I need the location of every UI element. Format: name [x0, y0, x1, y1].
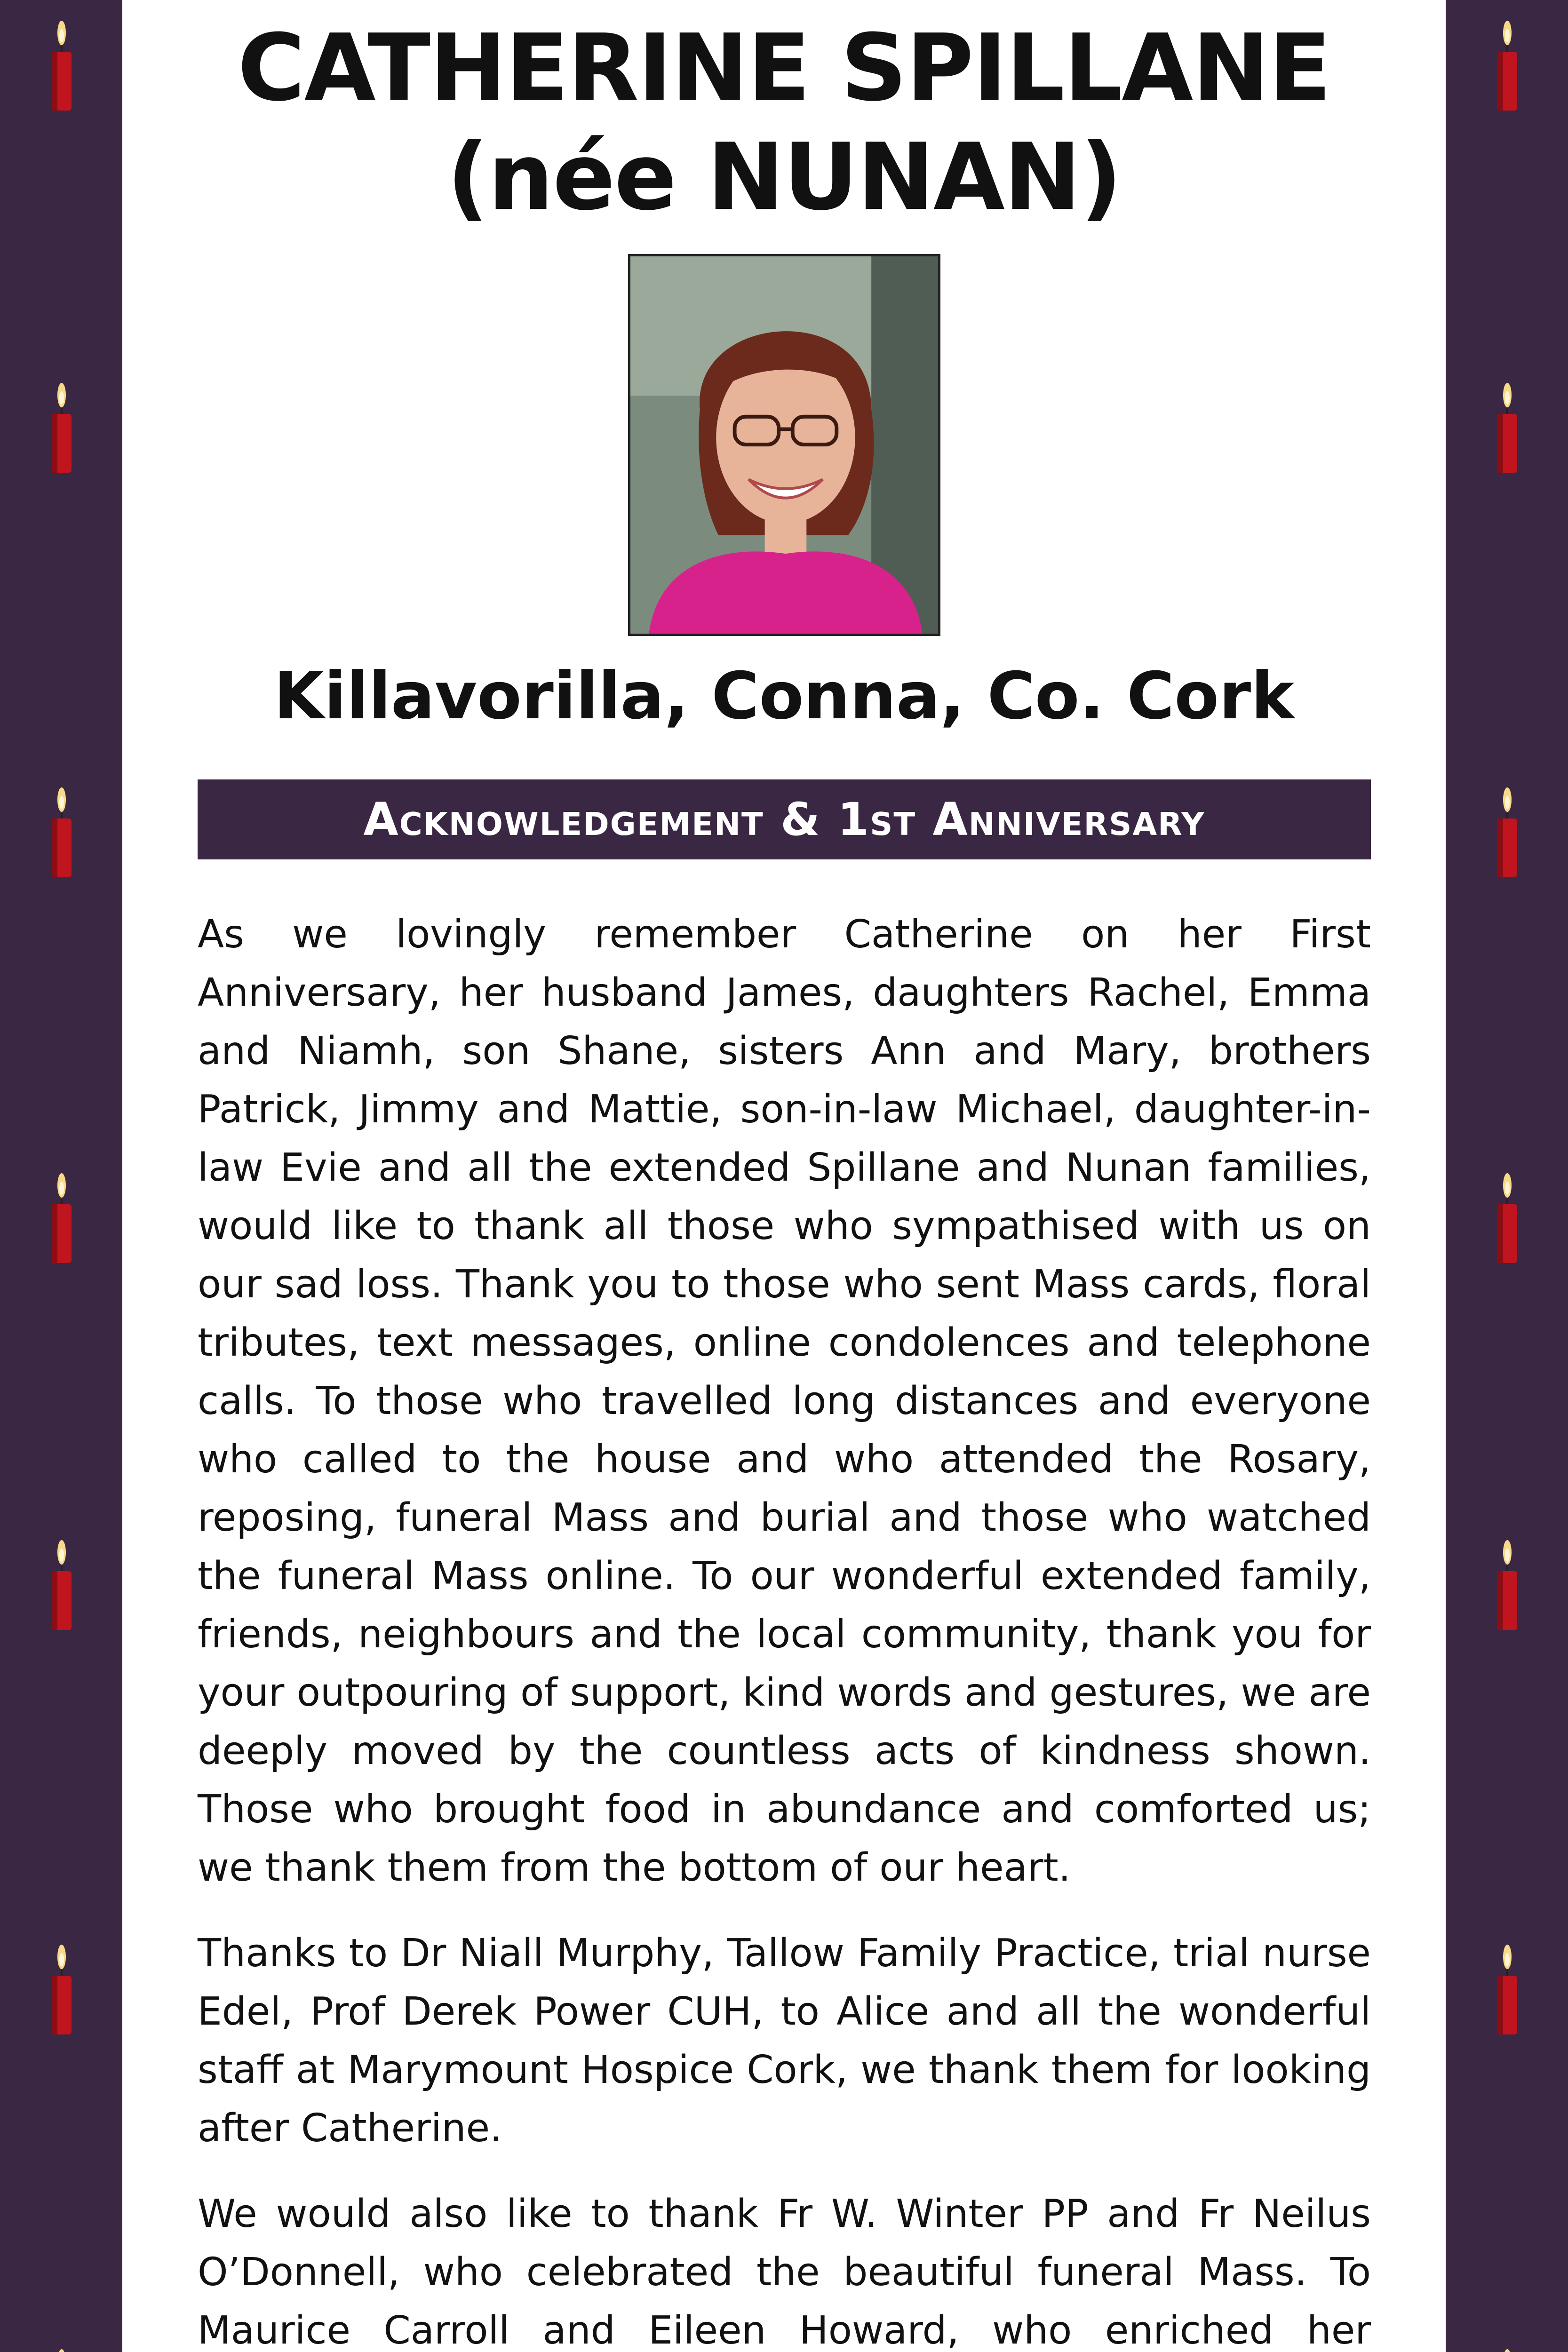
paragraph: Thanks to Dr Niall Murphy, Tallow Family Practice, trial nurse Edel, Prof Derek Power CUH, to Alice and all the wonderful staff at Marymount Hospice Cork, we thank them for looking after Catherine.: [198, 1931, 1371, 2151]
portrait-photo: [628, 254, 940, 636]
candle-icon: [1491, 381, 1524, 475]
candle-icon: [1491, 2347, 1524, 2352]
candle-icon: [1491, 1538, 1524, 1632]
candle-icon: [45, 2347, 78, 2352]
right-border: [1446, 0, 1568, 2352]
candle-icon: [1491, 1171, 1524, 1265]
candle-icon: [45, 1171, 78, 1265]
maiden-name: (née NUNAN): [446, 124, 1122, 231]
candle-icon: [1491, 1943, 1524, 2037]
candle-icon: [1491, 786, 1524, 880]
notice-banner: Acknowledgement & 1st Anniversary: [198, 779, 1371, 859]
paragraph: As we lovingly remember Catherine on her First Anniversary, her husband James, daughters Rachel, Emma and Niamh, son Shane, sisters Ann and Mary, brothers Patrick, Jimmy and Mattie, son-in-law Michael, daughter-in-law Evie and all the extended Spillane and Nunan families, would like to thank all those who sympathised with us on our sad loss. Thank you to those who sent Mass cards, floral tributes, text messages, online condolences and telephone calls. To those who travelled long distances and everyone who called to the house and who attended the Rosary, reposing, funeral Mass and burial and those who watched the funeral Mass online. To our wonderful extended family, friends, neighbours and the local community, thank you for your outpouring of support, kind words and gestures, we are deeply moved by the countless acts of kindness shown. Those who brought food in abundance and comforted us; we thank them from the bottom of our heart.: [198, 912, 1371, 1890]
candle-icon: [45, 19, 78, 113]
candle-icon: [45, 381, 78, 475]
deceased-name: CATHERINE SPILLANE: [237, 15, 1331, 122]
left-border: [0, 0, 122, 2352]
notice-panel: [122, 0, 1446, 2352]
paragraph: We would also like to thank Fr W. Winter PP and Fr Neilus O’Donnell, who celebrated the beautiful funeral Mass. To Maurice Carroll and Eileen Howard, who enriched her: [198, 2192, 1371, 2352]
candle-icon: [1491, 19, 1524, 113]
location: Killavorilla, Conna, Co. Cork: [274, 658, 1294, 734]
candle-icon: [45, 786, 78, 880]
candle-icon: [45, 1538, 78, 1632]
candle-icon: [45, 1943, 78, 2037]
acknowledgement-text: [198, 906, 1371, 2352]
